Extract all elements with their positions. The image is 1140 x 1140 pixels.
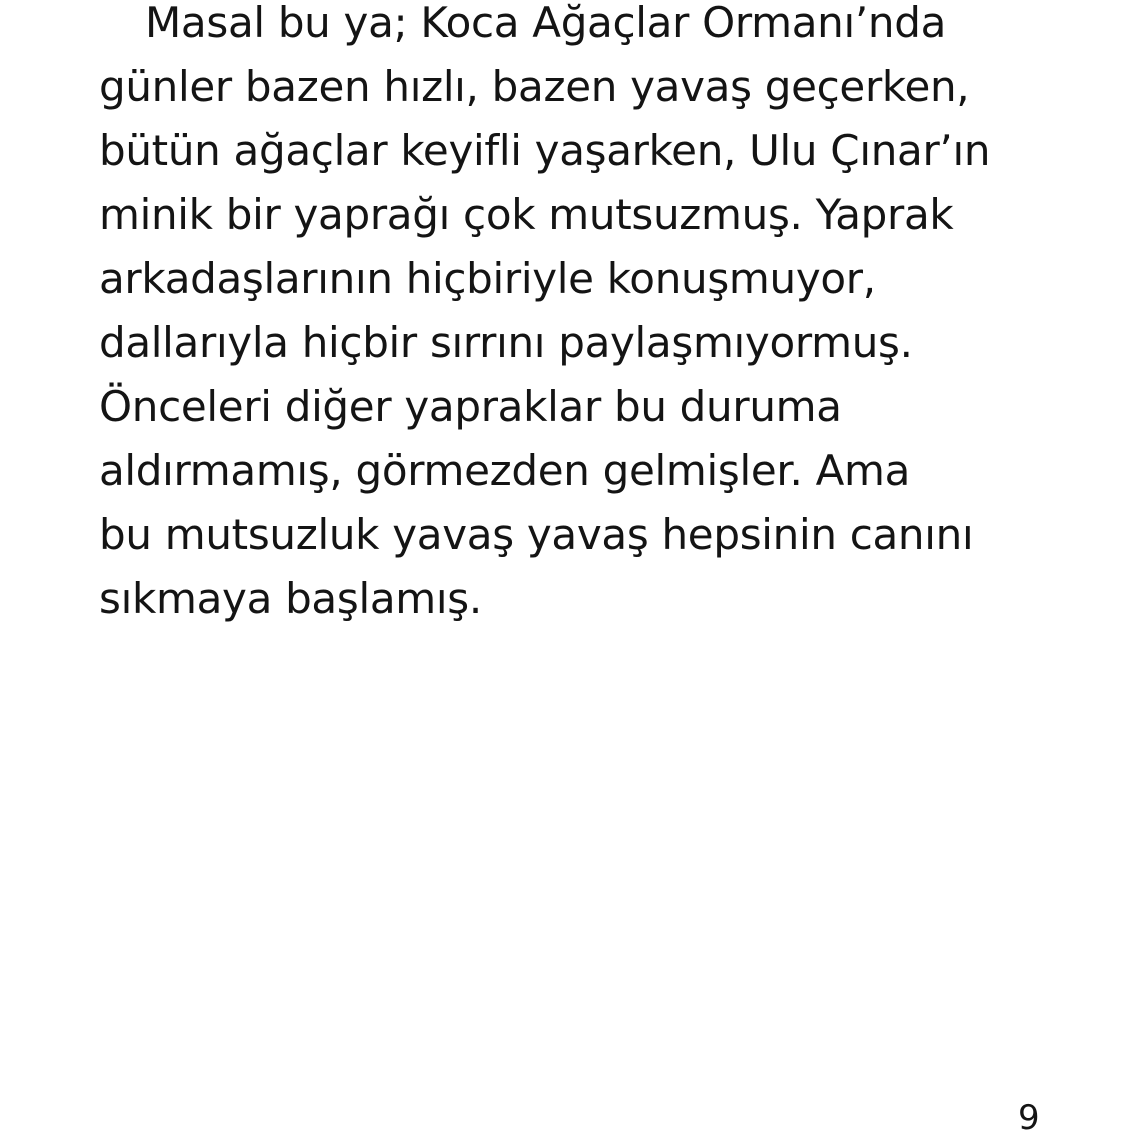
page-number: 9 [1018, 1098, 1040, 1138]
story-line-4: minik bir yaprağı çok mutsuzmuş. Yaprak [99, 190, 954, 239]
story-line-7: Önceleri diğer yapraklar bu duruma [99, 382, 842, 431]
story-line-2: günler bazen hızlı, bazen yavaş geçerken, [99, 62, 970, 111]
story-line-1: Masal bu ya; Koca Ağaçlar Ormanı’nda [145, 0, 947, 47]
story-line-10: sıkmaya başlamış. [99, 574, 482, 623]
story-line-9: bu mutsuzluk yavaş yavaş hepsinin canını [99, 510, 974, 559]
story-line-6: dallarıyla hiçbir sırrını paylaşmıyormuş. [99, 318, 913, 367]
story-line-5: arkadaşlarının hiçbiriyle konuşmuyor, [99, 254, 876, 303]
story-line-3: bütün ağaçlar keyifli yaşarken, Ulu Çınar’ın [99, 126, 991, 175]
story-line-8: aldırmamış, görmezden gelmişler. Ama [99, 446, 911, 495]
